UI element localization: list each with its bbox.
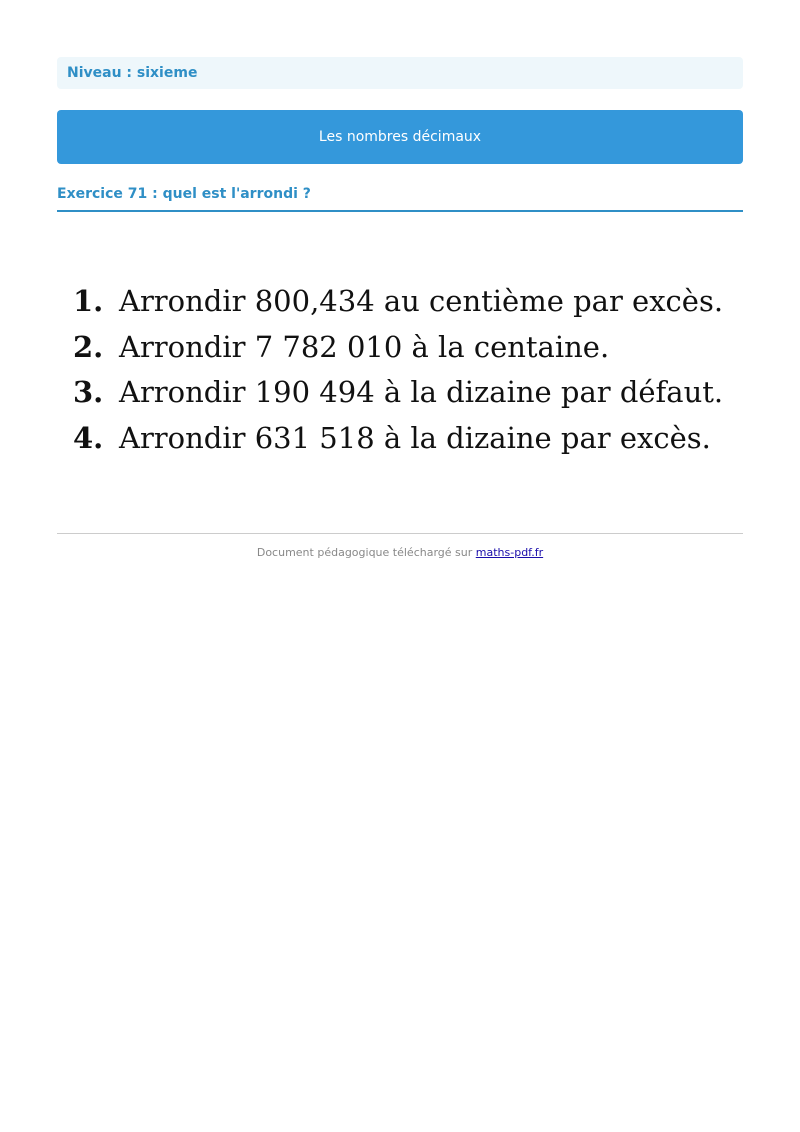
- exercise-item: [73, 279, 723, 325]
- exercise-title: Exercice 71 : quel est l'arrondi ?: [57, 186, 743, 212]
- document-page: [57, 57, 743, 559]
- footer: [57, 546, 743, 559]
- level-label: Niveau : sixieme: [57, 57, 743, 89]
- exercise-item-text: Arrondir 190 494 à la dizaine par défaut.: [119, 375, 724, 409]
- exercise-list: [73, 279, 723, 461]
- exercise-item-number: 4.: [73, 420, 104, 455]
- footer-divider: [57, 533, 743, 534]
- exercise-item-number: 2.: [73, 329, 104, 364]
- exercise-item: [73, 370, 723, 416]
- exercise-item-number: 3.: [73, 375, 104, 409]
- footer-link[interactable]: maths-pdf.fr: [475, 546, 544, 559]
- footer-text: Document pédagogique téléchargé sur: [256, 546, 473, 559]
- exercise-item-text: Arrondir 800,434 au centième par excès.: [119, 284, 724, 318]
- exercise-item-number: 1.: [73, 284, 104, 318]
- exercise-item: [73, 325, 723, 371]
- exercise-item-text: Arrondir 631 518 à la dizaine par excès.: [119, 420, 711, 455]
- exercise-item-text: Arrondir 7 782 010 à la centaine.: [119, 329, 610, 364]
- chapter-title-banner: Les nombres décimaux: [57, 110, 743, 164]
- exercise-item: [73, 416, 723, 462]
